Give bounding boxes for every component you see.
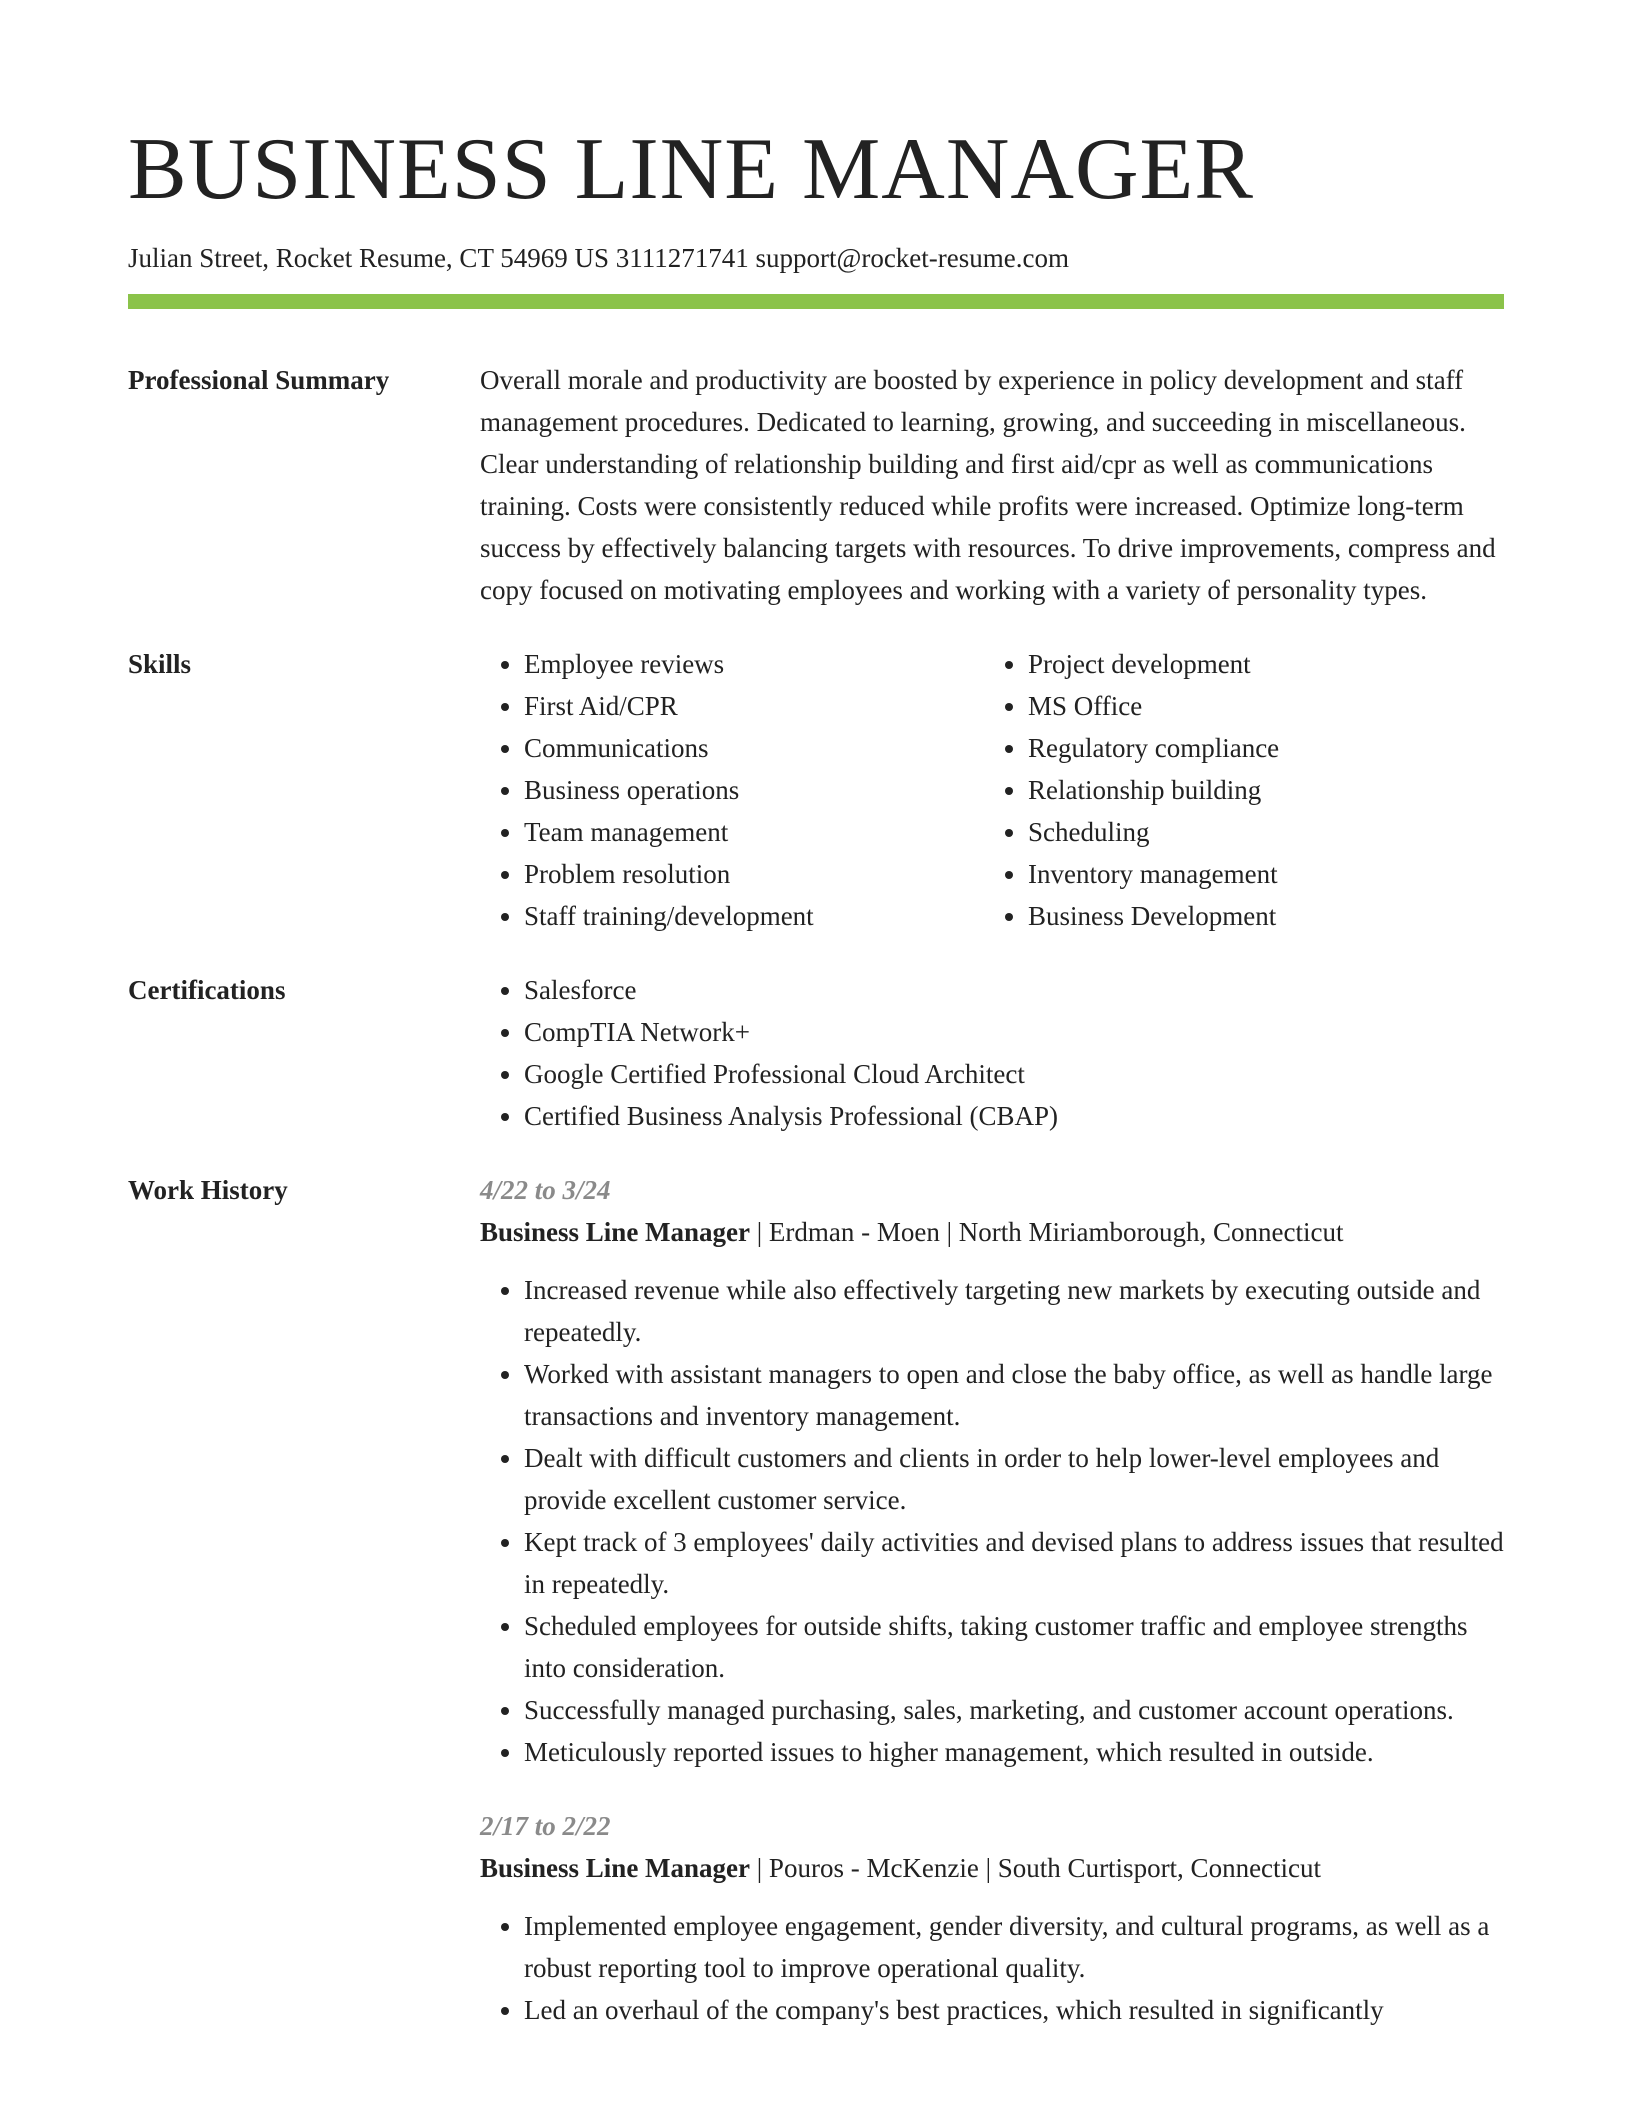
- job-bullet: • Led an overhaul of the company's best practices, which resulted in significantly: [524, 1989, 1504, 2031]
- skill-item: • Communications: [524, 727, 984, 769]
- job-bullet: • Scheduled employees for outside shifts, taking customer traffic and employee strengths into consideration.: [524, 1605, 1504, 1689]
- summary-text: Overall morale and productivity are boosted by experience in policy development and staff management procedures. Dedicated to learning, growing, and succeeding in miscellaneous. Clear understanding of relationship building and first aid/cpr as well as communications training. Costs were consistently reduced while profits were increased. Optimize long-term success by effectively balancing targets with resources. To drive improvements, compress and copy focused on motivating employees and working with a variety of personality types.: [480, 365, 1496, 605]
- work-history-section: [128, 1169, 1504, 2031]
- job-heading: [480, 1211, 1504, 1253]
- job-dates: 4/22 to 3/24: [480, 1175, 611, 1205]
- job-bullet-list: [480, 1905, 1504, 2031]
- job-bullet: • Dealt with difficult customers and clients in order to help lower-level employees and provide excellent customer service.: [524, 1437, 1504, 1521]
- job-title: Business Line Manager: [480, 1217, 751, 1247]
- certification-item: • CompTIA Network+: [524, 1011, 1504, 1053]
- skill-item: • Business Development: [1028, 895, 1488, 937]
- certifications-body: [480, 969, 1504, 1137]
- skills-column-right: [984, 643, 1488, 937]
- certification-item: • Salesforce: [524, 969, 1504, 1011]
- skills-column-left: [480, 643, 984, 937]
- skills-columns: [480, 643, 1504, 937]
- skill-item: • Scheduling: [1028, 811, 1488, 853]
- skill-item: • Inventory management: [1028, 853, 1488, 895]
- skill-item: • MS Office: [1028, 685, 1488, 727]
- skill-item: • Staff training/development: [524, 895, 984, 937]
- job-bullet: • Worked with assistant managers to open and close the baby office, as well as handle large transactions and inventory management.: [524, 1353, 1504, 1437]
- job-bullet-list: [480, 1269, 1504, 1773]
- job-employer-location: | Erdman - Moen | North Miriamborough, Connecticut: [750, 1217, 1344, 1247]
- job-bullet: • Kept track of 3 employees' daily activities and devised plans to address issues that resulted in repeatedly.: [524, 1521, 1504, 1605]
- skill-item: • Project development: [1028, 643, 1488, 685]
- skill-item: • Relationship building: [1028, 769, 1488, 811]
- job-bullet: • Increased revenue while also effectively targeting new markets by executing outside and repeatedly.: [524, 1269, 1504, 1353]
- skills-list-right: [984, 643, 1488, 937]
- job-bullet: • Meticulously reported issues to higher management, which resulted in outside.: [524, 1731, 1504, 1773]
- certification-item: • Certified Business Analysis Professional (CBAP): [524, 1095, 1504, 1137]
- summary-section: [128, 359, 1504, 611]
- certification-item: • Google Certified Professional Cloud Architect: [524, 1053, 1504, 1095]
- job-entry: [480, 1169, 1504, 1773]
- job-bullet: • Successfully managed purchasing, sales, marketing, and customer account operations.: [524, 1689, 1504, 1731]
- resume-page: [128, 0, 1504, 2031]
- section-title-skills: Skills: [128, 649, 192, 679]
- skill-item: • Employee reviews: [524, 643, 984, 685]
- job-dates: 2/17 to 2/22: [480, 1811, 611, 1841]
- skill-item: • First Aid/CPR: [524, 685, 984, 727]
- certifications-list: [480, 969, 1504, 1137]
- resume-name: BUSINESS LINE MANAGER: [128, 121, 1254, 218]
- work-history-body: [480, 1169, 1504, 2031]
- skill-item: • Problem resolution: [524, 853, 984, 895]
- skills-section: [128, 643, 1504, 937]
- skill-item: • Business operations: [524, 769, 984, 811]
- job-title: Business Line Manager: [480, 1853, 751, 1883]
- skill-item: • Regulatory compliance: [1028, 727, 1488, 769]
- skills-list-left: [480, 643, 984, 937]
- job-bullet: • Implemented employee engagement, gender diversity, and cultural programs, as well as a robust reporting tool to improve operational quality.: [524, 1905, 1504, 1989]
- section-title-certifications: Certifications: [128, 975, 286, 1005]
- job-entry: [480, 1805, 1504, 2031]
- section-title-summary: Professional Summary: [128, 365, 390, 395]
- section-title-work-history: Work History: [128, 1175, 288, 1205]
- skill-item: • Team management: [524, 811, 984, 853]
- contact-info: Julian Street, Rocket Resume, CT 54969 US 3111271741 support@rocket-resume.com: [128, 243, 1069, 273]
- job-employer-location: | Pouros - McKenzie | South Curtisport, Connecticut: [750, 1853, 1322, 1883]
- certifications-section: [128, 969, 1504, 1137]
- job-heading: [480, 1847, 1504, 1889]
- accent-rule: [128, 294, 1504, 309]
